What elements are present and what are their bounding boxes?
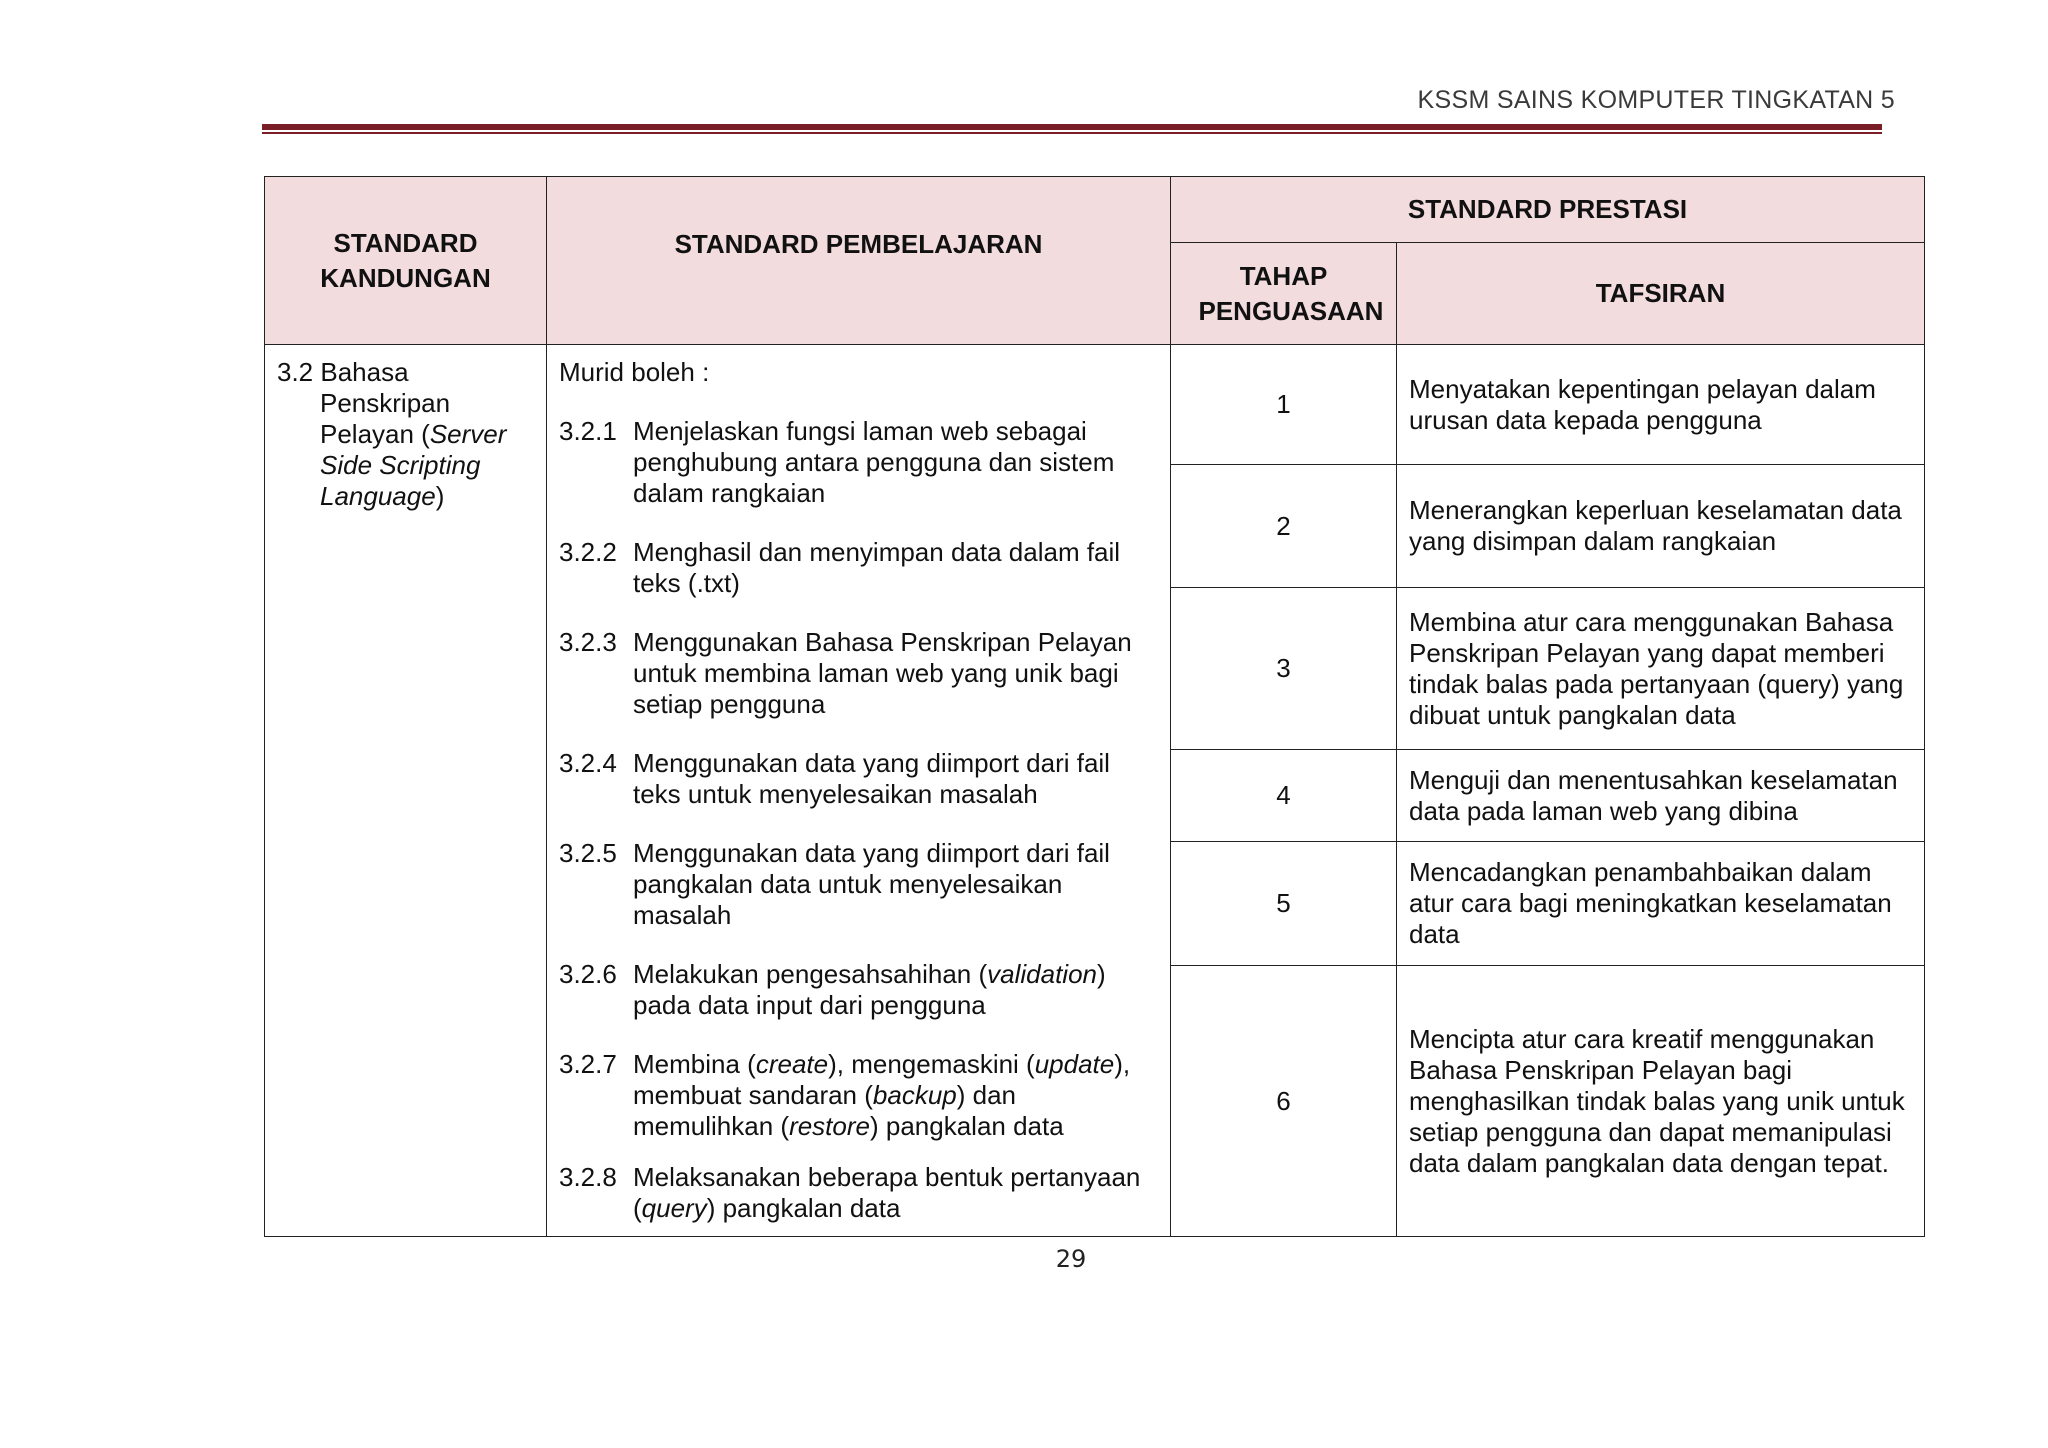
kandungan-line5a: Language [320, 481, 436, 511]
header-rule-thick [262, 124, 1882, 130]
header-standard-prestasi: STANDARD PRESTASI [1171, 177, 1925, 243]
kandungan-line3b: Server [429, 419, 507, 449]
standards-table [264, 176, 1925, 1237]
tafsiran-cell: Menerangkan keperluan keselamatan data yang disimpan dalam rangkaian [1397, 465, 1925, 588]
learning-item [559, 1162, 1158, 1224]
level-cell: 5 [1171, 842, 1397, 966]
header-standard-kandungan [265, 177, 547, 345]
text-part: ) dan memulihkan ( [633, 1080, 1017, 1141]
text-part: ) pangkalan data [869, 1111, 1064, 1141]
learning-item-number: 3.2.8 [559, 1162, 617, 1192]
cell-standard-kandungan [265, 345, 547, 1237]
kandungan-title [277, 388, 534, 512]
learning-item [559, 838, 1158, 931]
learning-item-text: Menggunakan data yang diimport dari fail teks untuk menyelesaikan masalah [633, 748, 1110, 809]
level-cell: 1 [1171, 345, 1397, 465]
kandungan-line3a: Pelayan ( [320, 419, 430, 449]
learning-item-number: 3.2.6 [559, 959, 617, 989]
learning-item-number: 3.2.7 [559, 1049, 617, 1079]
document-header-title: KSSM SAINS KOMPUTER TINGKATAN 5 [1417, 86, 1895, 114]
header-tahap-penguasaan-label: TAHAP PENGUASAAN [1198, 260, 1384, 326]
pembelajaran-intro: Murid boleh : [559, 357, 710, 387]
text-part: ), membuat sandaran ( [633, 1049, 1131, 1110]
level-cell: 4 [1171, 750, 1397, 842]
tafsiran-cell: Menyatakan kepentingan pelayan dalam urusan data kepada pengguna [1397, 345, 1925, 465]
learning-item-number: 3.2.2 [559, 537, 617, 567]
learning-item-number: 3.2.3 [559, 627, 617, 657]
level-cell: 6 [1171, 966, 1397, 1237]
text-italic-part: restore [789, 1111, 870, 1141]
page-number: 29 [1055, 1245, 1087, 1273]
text-part: ), mengemaskini ( [828, 1049, 1035, 1079]
text-part: Melakukan pengesahsahihan ( [633, 959, 988, 989]
text-italic-part: query [641, 1193, 707, 1223]
kandungan-line4: Side Scripting [320, 450, 481, 480]
level-cell: 2 [1171, 465, 1397, 588]
kandungan-line5b: ) [435, 481, 445, 511]
text-part: Melaksanakan beberapa bentuk pertanyaan ( [633, 1162, 1141, 1223]
text-part: Membina ( [633, 1049, 756, 1079]
header-tafsiran: TAFSIRAN [1397, 243, 1925, 345]
text-italic-part: validation [987, 959, 1097, 989]
learning-item-text [633, 1049, 1158, 1142]
header-standard-pembelajaran: STANDARD PEMBELAJARAN [547, 177, 1171, 345]
learning-item-text: Menjelaskan fungsi laman web sebagai penghubung antara pengguna dan sistem dalam rangkaian [633, 416, 1115, 508]
learning-item-text: Menghasil dan menyimpan data dalam fail teks (.txt) [633, 537, 1121, 598]
kandungan-line2: Penskripan [320, 388, 451, 418]
learning-item-text [633, 1162, 1158, 1224]
tafsiran-cell: Mencadangkan penambahbaikan dalam atur cara bagi meningkatkan keselamatan data [1397, 842, 1925, 966]
kandungan-number: 3.2 Bahasa [277, 357, 409, 387]
learning-item-number: 3.2.1 [559, 416, 617, 446]
header-tahap-penguasaan [1171, 243, 1397, 345]
learning-item [559, 627, 1158, 720]
learning-item-text: Menggunakan Bahasa Penskripan Pelayan untuk membina laman web yang unik bagi setiap pengguna [633, 627, 1132, 719]
text-italic-part: backup [872, 1080, 957, 1110]
learning-item [559, 1049, 1158, 1142]
text-italic-part: update [1034, 1049, 1115, 1079]
learning-item [559, 959, 1158, 1021]
text-part: ) pada data input dari pengguna [633, 959, 1106, 1020]
learning-item-number: 3.2.5 [559, 838, 617, 868]
cell-standard-pembelajaran [547, 345, 1171, 1237]
level-cell: 3 [1171, 588, 1397, 750]
tafsiran-cell: Mencipta atur cara kreatif menggunakan Bahasa Penskripan Pelayan bagi menghasilkan tindak balas yang unik untuk setiap pengguna dan dapat memanipulasi data dalam pangkalan data dengan tepat. [1397, 966, 1925, 1237]
tafsiran-cell: Membina atur cara menggunakan Bahasa Penskripan Pelayan yang dapat memberi tindak balas pada pertanyaan (query) yang dibuat untuk pangkalan data [1397, 588, 1925, 750]
learning-item [559, 537, 1158, 599]
tafsiran-cell: Menguji dan menentusahkan keselamatan data pada laman web yang dibina [1397, 750, 1925, 842]
header-standard-kandungan-label: STANDARD KANDUNGAN [320, 227, 491, 293]
learning-item [559, 748, 1158, 810]
learning-item-text: Menggunakan data yang diimport dari fail pangkalan data untuk menyelesaikan masalah [633, 838, 1110, 930]
header-rule-thin [262, 132, 1882, 134]
text-italic-part: create [755, 1049, 829, 1079]
learning-item-number: 3.2.4 [559, 748, 617, 778]
learning-item [559, 416, 1158, 509]
learning-item-text [633, 959, 1158, 1021]
text-part: ) pangkalan data [706, 1193, 901, 1223]
